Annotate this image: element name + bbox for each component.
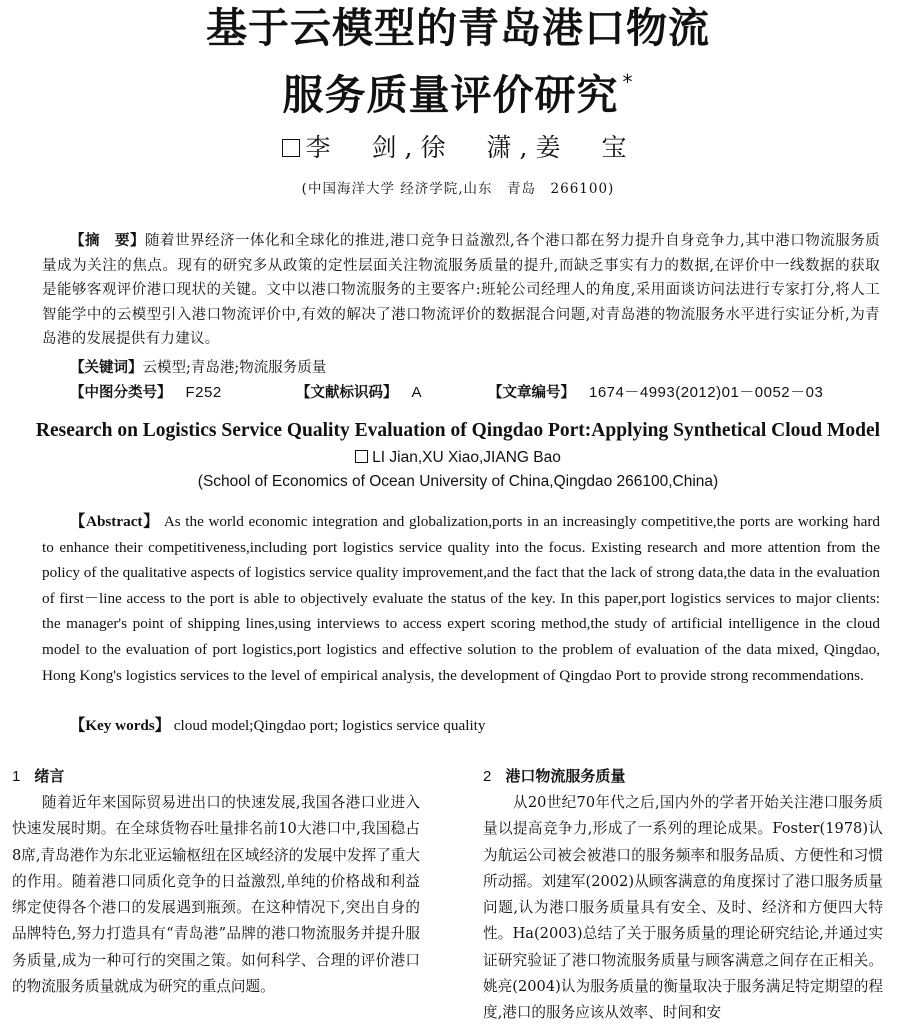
square-icon <box>355 450 368 463</box>
affiliation-cn: (中国海洋大学 经济学院,山东 青岛 266100) <box>301 181 615 197</box>
clc-number: 【中图分类号】 F252 <box>70 384 222 401</box>
keywords-cn-text: 云模型;青岛港;物流服务质量 <box>142 360 327 376</box>
abstract-cn-label: 【摘 要】 <box>70 233 145 249</box>
english-title: Research on Logistics Service Quality Evaluation of Qingdao Port:Applying Synthetical Cloud Model <box>35 420 881 441</box>
abstract-cn-text: 随着世界经济一体化和全球化的推进,港口竞争日益激烈,各个港口都在努力提升自身竞争力,其中港口物流服务质量成为关注的焦点。现有的研究多从政策的定性层面关注物流服务质量的提升,而缺乏事实有力的数据,在评价中一线数据的获取是能够客观评价港口现状的关键。文中以港口物流服务的主要客户:班轮公司经理人的角度,采用面谈访问法进行专家打分,将人工智能学中的云模型引入港口物流评价中,有效的解决了港口物流评价的数据混合问题,对青岛港的物流服务水平进行实证分析,为青岛港的发展提供有力建议。 <box>42 233 881 347</box>
abstract-en <box>42 509 880 688</box>
article-meta <box>70 381 890 403</box>
keywords-cn <box>70 356 326 377</box>
keywords-en <box>70 714 486 735</box>
section-body: 随着近年来国际贸易进出口的快速发展,我国各港口业进入快速发展时期。在全球货物吞吐量排名前10大港口中,我国稳占8席,青岛港作为东北亚运输枢纽在区域经济的发展中发挥了重大的作用。随着港口同质化竞争的日益激烈,单纯的价格战和利益绑定使得各个港口的发展遇到瓶颈。在这种情况下,突出自身的品牌特色,努力打造具有“青岛港”品牌的港口物流服务并提升服务质量,成为一种可行的突围之策。如何科学、合理的评价港口的物流服务质量就成为研究的重点问题。 <box>12 794 420 996</box>
section-body: 从20世纪70年代之后,国内外的学者开始关注港口服务质量以提高竞争力,形成了一系列的理论成果。Foster(1978)认为航运公司被会被港口的服务频率和服务品质、方便性和习惯所动摇。刘建军(2002)从顾客满意的角度探讨了港口服务质量问题,认为港口服务质量具有安全、及时、经济和方便四大特性。Ha(2003)总结了关于服务质量的理论研究结论,并通过实证研究验证了港口物流服务质量与顾客满意之间存在正相关。姚亮(2004)认为服务质量的衡量取决于服务满足特定期望的程度,港口的服务应该从效率、时间和安 <box>483 794 883 1022</box>
abstract-cn <box>42 229 880 352</box>
authors-cn: 李 剑,徐 潇,姜 宝 <box>0 128 916 164</box>
paper-title-line-1: 基于云模型的青岛港口物流 <box>206 4 710 52</box>
article-number: 【文章编号】 1674－4993(2012)01－0052－03 <box>488 384 824 401</box>
footnote-mark: * <box>622 70 634 94</box>
abstract-en-text: As the world economic integration and globalization,ports in an increasingly competitive,the ports are working hard to enhance their competitiveness,including port logistics service quality into the focus. Existing research and more attention from the policy of the qualitative aspects of logistics service quality improvement,and the fact that the lack of strong data,the data in the evaluation of first－line access to the port is able to objectively evaluate the status of the key. In this paper,port logistics services to major clients: the manager's point of shipping lines,using interviews to access expert scoring method,the study of artificial intelligence in the cloud model to the evaluation of port logistics,port logistics and effective solution to the problem of evaluation of the data mixed, Qingdao, Hong Kong's logistics services to the level of empirical analysis, the development of Qingdao Port to provide strong recommendations. <box>42 513 881 684</box>
paper-title-line-2: 服务质量评价研究 * <box>282 70 634 119</box>
section-heading: 1 绪言 <box>12 767 65 785</box>
keywords-en-text: cloud model;Qingdao port; logistics service quality <box>173 717 486 734</box>
english-authors: LI Jian,XU Xiao,JIANG Bao <box>0 449 916 467</box>
english-affiliation: (School of Economics of Ocean University of China,Qingdao 266100,China) <box>197 473 719 490</box>
abstract-en-label: 【Abstract】 <box>70 513 160 530</box>
section-introduction <box>12 764 420 1000</box>
square-icon <box>282 139 300 157</box>
section-port-logistics-quality <box>483 764 883 1027</box>
document-code: 【文献标识码】 A <box>296 384 423 401</box>
keywords-cn-label: 【关键词】 <box>70 360 143 376</box>
keywords-en-label: 【Key words】 <box>70 717 170 734</box>
section-heading: 2 港口物流服务质量 <box>483 767 626 785</box>
